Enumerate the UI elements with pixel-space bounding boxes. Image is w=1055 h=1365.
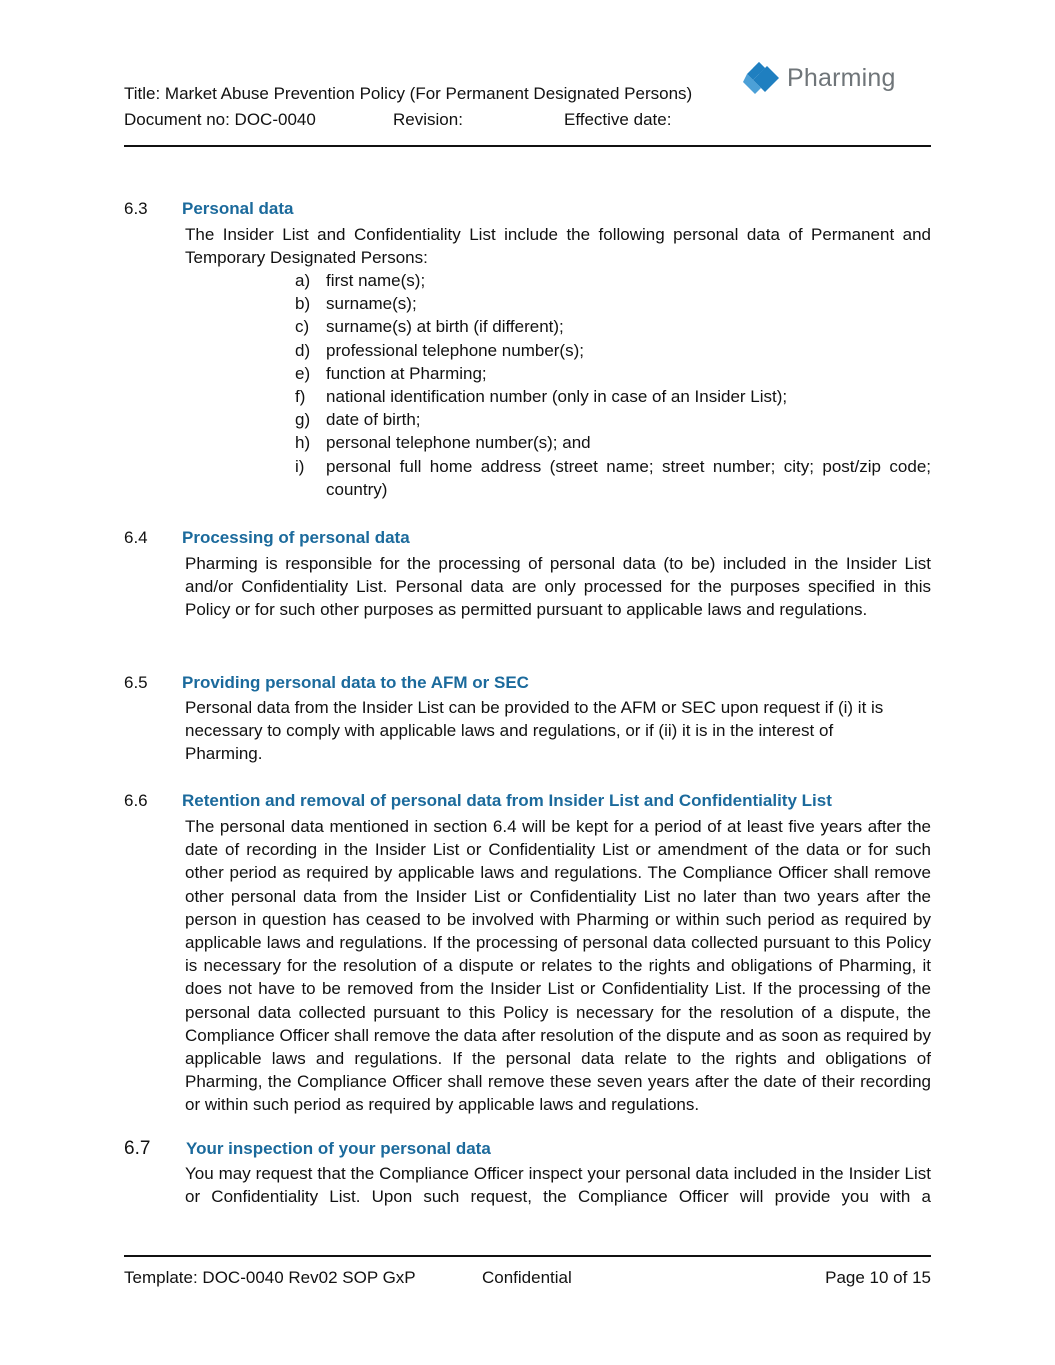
header-divider: [124, 145, 931, 147]
footer-divider: [124, 1255, 931, 1257]
pharming-logo-icon: [743, 60, 783, 100]
effective-date-label: Effective date:: [564, 110, 672, 129]
list-item: [185, 315, 931, 338]
list-item: [185, 385, 931, 408]
footer-classification: Confidential: [482, 1268, 572, 1287]
list-item-text: function at Pharming;: [326, 363, 487, 383]
list-item-text: professional telephone number(s);: [326, 340, 584, 360]
list-item: [185, 408, 931, 431]
list-item-text: first name(s);: [326, 271, 426, 290]
document-title: Title: Market Abuse Prevention Policy (For Permanent Designated Persons): [124, 84, 693, 103]
list-item-label: a): [295, 271, 311, 290]
list-item: [185, 292, 931, 315]
list-item-text: surname(s);: [326, 294, 417, 314]
pharming-logo: [743, 60, 896, 100]
list-item-label: c): [295, 317, 310, 337]
list-item-label: h): [295, 433, 311, 453]
list-item: [185, 455, 931, 501]
section-body: Pharming is responsible for the processing of personal data (to be) included in the Insider List and/or Confidentiality List. Personal data are only processed for the purposes specified in this Policy or for such other purposes as permitted pursuant to applicable laws and regulations.: [185, 554, 931, 620]
list-item-label: b): [295, 294, 311, 314]
section-number: 6.7: [124, 1138, 151, 1159]
section-body: The personal data mentioned in section 6.4 will be kept for a period of at least five years after the date of recording in the Insider List or Confidentiality List or amendment of the data or for such other period as required by applicable laws and regulations. The Compliance Officer shall remove other personal data from the Insider List or Confidentiality List no later than two years after the person in question has ceased to be involved with Pharming or within such period as required by applicable laws and regulations. If the processing of personal data collected pursuant to this Policy is necessary for the resolution of a dispute or relates to the rights and obligations of Pharming, it does not have to be removed from the Insider List or Confidentiality List. If the processing of the personal data collected pursuant to this Policy is necessary for the resolution of a dispute, the Compliance Officer shall remove the data after resolution of the dispute and as soon as required by applicable laws and regulations. If the personal data relate to the rights and obligations of Pharming, the Compliance Officer shall remove these seven years after the date of their recording or within such period as required by applicable laws and regulations.: [185, 817, 931, 1115]
list-item: [185, 431, 931, 454]
section-heading: Retention and removal of personal data from Insider List and Confidentiality List: [182, 791, 832, 810]
section-number: 6.5: [124, 673, 148, 692]
list-item-label: f): [295, 387, 306, 407]
list-item-label: i): [295, 456, 305, 476]
section-number: 6.6: [124, 791, 148, 810]
list-item-label: g): [295, 410, 311, 430]
section-body: You may request that the Compliance Officer inspect your personal data included in the Insider List or Confidentiality List. Upon such request, the Compliance Officer will provide you with a: [185, 1164, 931, 1207]
footer-template: Template: DOC-0040 Rev02 SOP GxP: [124, 1268, 416, 1287]
section-heading: Processing of personal data: [182, 528, 410, 547]
footer-page-number: Page 10 of 15: [825, 1268, 931, 1287]
section-body: Personal data from the Insider List can be provided to the AFM or SEC upon request if (i) it is necessary to comply with applicable laws and regulations, or if (ii) it is in the interest of Pharming.: [185, 698, 884, 764]
section-heading: Personal data: [182, 199, 294, 218]
list-item: [185, 339, 931, 362]
personal-data-list: [185, 269, 931, 501]
revision-label: Revision:: [393, 110, 463, 129]
logo-wordmark: Pharming: [787, 64, 896, 92]
list-item-text: surname(s) at birth (if different);: [326, 317, 564, 337]
list-item-label: e): [295, 363, 311, 383]
list-item: [185, 269, 931, 292]
list-item-text: personal telephone number(s); and: [326, 433, 591, 453]
section-intro: The Insider List and Confidentiality List include the following personal data of Permanent and Temporary Designated Persons:: [185, 225, 931, 268]
section-number: 6.3: [124, 199, 148, 218]
section-heading: Your inspection of your personal data: [186, 1139, 491, 1158]
list-item: [185, 362, 931, 385]
section-heading: Providing personal data to the AFM or SEC: [182, 673, 529, 692]
list-item-label: d): [295, 340, 311, 360]
list-item-text: date of birth;: [326, 410, 421, 430]
section-number: 6.4: [124, 528, 148, 547]
document-number: Document no: DOC-0040: [124, 110, 316, 129]
list-item-text: personal full home address (street name; street number; city; post/zip code; country): [326, 456, 931, 499]
list-item-text: national identification number (only in case of an Insider List);: [326, 387, 788, 407]
